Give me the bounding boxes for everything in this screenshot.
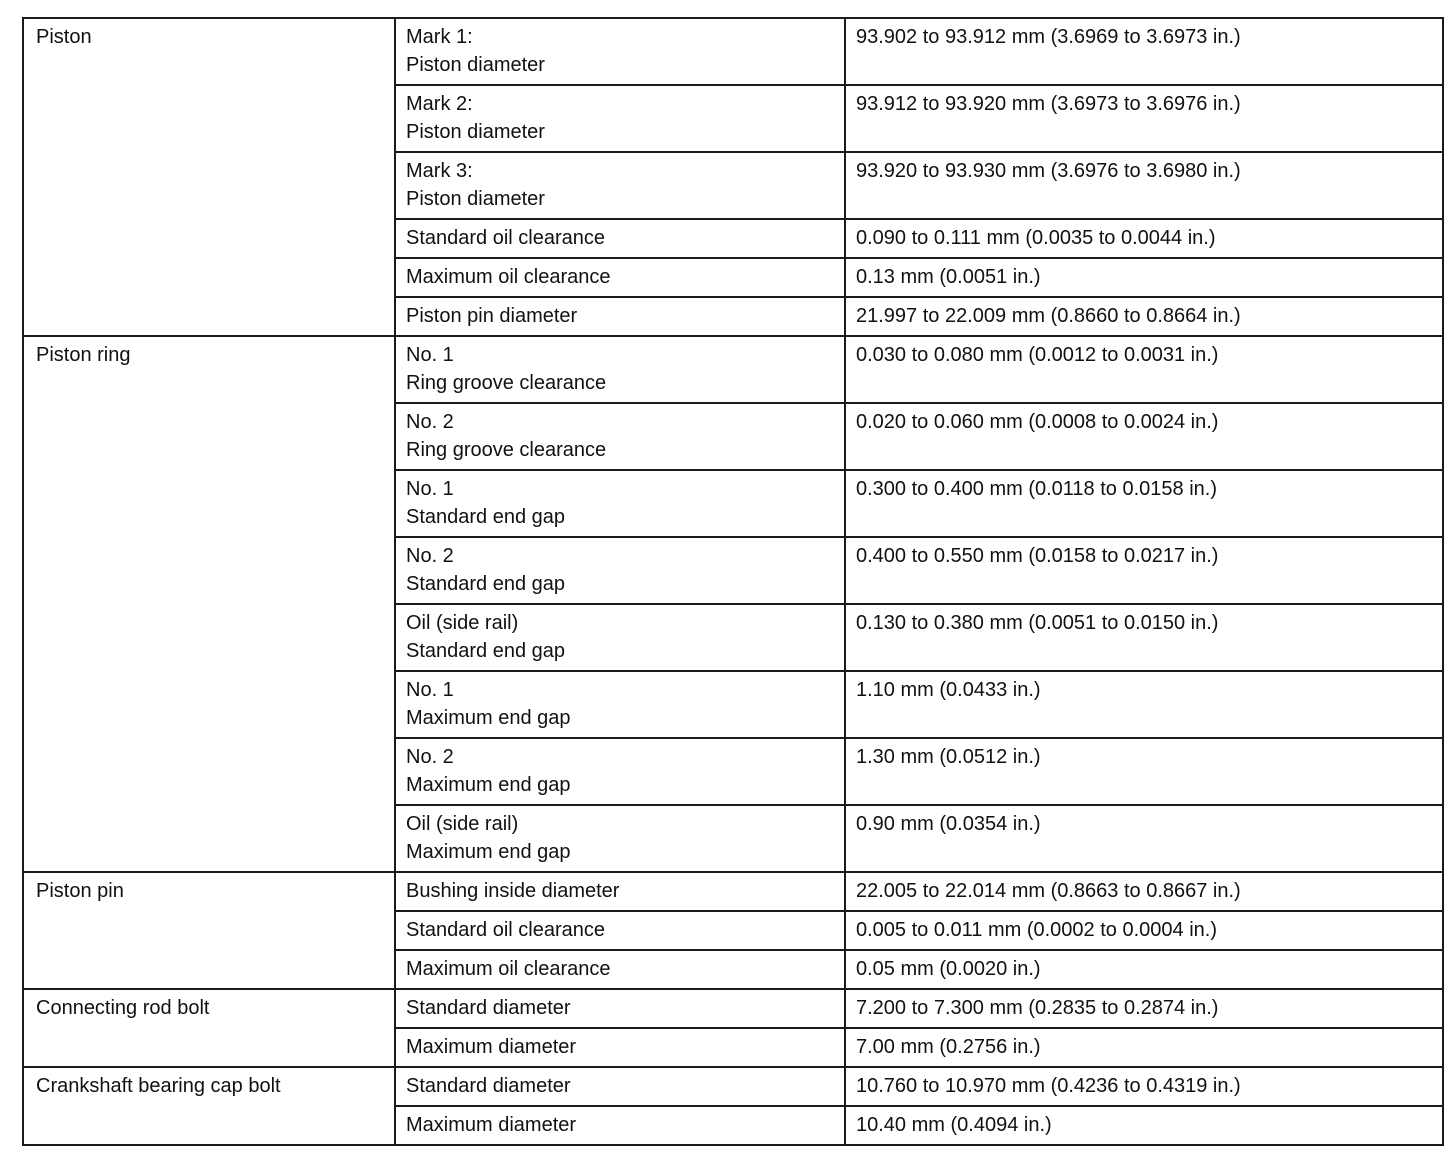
item-label-line: Standard end gap xyxy=(406,573,566,595)
item-cell xyxy=(395,85,845,152)
item-cell xyxy=(395,1106,845,1145)
item-cell xyxy=(395,950,845,989)
item-label-line: Piston pin diameter xyxy=(406,305,578,327)
item-label-line: Mark 3: xyxy=(406,160,473,182)
spec-value-cell: 0.130 to 0.380 mm (0.0051 to 0.0150 in.) xyxy=(845,604,1443,671)
specification-table-body xyxy=(23,18,1443,1145)
spec-value-cell: 10.40 mm (0.4094 in.) xyxy=(845,1106,1443,1145)
item-cell xyxy=(395,805,845,872)
spec-value-cell: 93.912 to 93.920 mm (3.6973 to 3.6976 in.) xyxy=(845,85,1443,152)
item-label-line: Standard oil clearance xyxy=(406,227,606,249)
item-label-line: Ring groove clearance xyxy=(406,439,607,461)
item-label-line: Maximum diameter xyxy=(406,1114,577,1136)
item-cell xyxy=(395,671,845,738)
item-label-line: Piston diameter xyxy=(406,188,545,210)
spec-value-cell: 22.005 to 22.014 mm (0.8663 to 0.8667 in.) xyxy=(845,872,1443,911)
component-cell: Piston pin xyxy=(23,872,395,989)
item-label-line: Mark 1: xyxy=(406,26,473,48)
item-cell xyxy=(395,537,845,604)
spec-value-cell: 0.300 to 0.400 mm (0.0118 to 0.0158 in.) xyxy=(845,470,1443,537)
item-cell xyxy=(395,470,845,537)
item-cell xyxy=(395,18,845,85)
table-row xyxy=(23,872,1443,911)
component-cell: Crankshaft bearing cap bolt xyxy=(23,1067,395,1145)
item-cell xyxy=(395,152,845,219)
item-label-line: No. 2 xyxy=(406,746,454,768)
item-cell xyxy=(395,297,845,336)
spec-value-cell: 10.760 to 10.970 mm (0.4236 to 0.4319 in.) xyxy=(845,1067,1443,1106)
item-label-line: Standard end gap xyxy=(406,640,566,662)
table-row xyxy=(23,18,1443,85)
item-cell xyxy=(395,604,845,671)
item-label-line: No. 1 xyxy=(406,344,454,366)
item-label-line: Mark 2: xyxy=(406,93,473,115)
item-label-line: No. 2 xyxy=(406,545,454,567)
item-label-line: No. 1 xyxy=(406,679,454,701)
spec-value-cell: 93.902 to 93.912 mm (3.6969 to 3.6973 in.) xyxy=(845,18,1443,85)
item-cell xyxy=(395,336,845,403)
item-cell xyxy=(395,219,845,258)
specification-table xyxy=(22,17,1444,1146)
item-label-line: Standard end gap xyxy=(406,506,566,528)
item-label-line: Standard oil clearance xyxy=(406,919,606,941)
spec-value-cell: 7.00 mm (0.2756 in.) xyxy=(845,1028,1443,1067)
item-label-line: Piston diameter xyxy=(406,121,545,143)
spec-value-cell: 0.05 mm (0.0020 in.) xyxy=(845,950,1443,989)
item-label-line: Piston diameter xyxy=(406,54,545,76)
spec-value-cell: 0.13 mm (0.0051 in.) xyxy=(845,258,1443,297)
item-label-line: Standard diameter xyxy=(406,1075,571,1097)
item-label-line: Oil (side rail) xyxy=(406,612,519,634)
item-label-line: Maximum oil clearance xyxy=(406,958,611,980)
item-label-line: Maximum oil clearance xyxy=(406,266,611,288)
item-label-line: Maximum diameter xyxy=(406,1036,577,1058)
spec-value-cell: 0.90 mm (0.0354 in.) xyxy=(845,805,1443,872)
item-label-line: Ring groove clearance xyxy=(406,372,607,394)
item-cell xyxy=(395,872,845,911)
item-label-line: Maximum end gap xyxy=(406,841,571,863)
item-label-line: No. 2 xyxy=(406,411,454,433)
spec-value-cell: 0.030 to 0.080 mm (0.0012 to 0.0031 in.) xyxy=(845,336,1443,403)
table-row xyxy=(23,336,1443,403)
spec-value-cell: 0.400 to 0.550 mm (0.0158 to 0.0217 in.) xyxy=(845,537,1443,604)
component-cell: Piston xyxy=(23,18,395,336)
spec-value-cell: 1.30 mm (0.0512 in.) xyxy=(845,738,1443,805)
spec-value-cell: 7.200 to 7.300 mm (0.2835 to 0.2874 in.) xyxy=(845,989,1443,1028)
item-label-line: Maximum end gap xyxy=(406,774,571,796)
component-cell: Piston ring xyxy=(23,336,395,872)
item-cell xyxy=(395,911,845,950)
item-cell xyxy=(395,258,845,297)
spec-value-cell: 21.997 to 22.009 mm (0.8660 to 0.8664 in.) xyxy=(845,297,1443,336)
table-row xyxy=(23,989,1443,1028)
item-cell xyxy=(395,738,845,805)
spec-value-cell: 0.005 to 0.011 mm (0.0002 to 0.0004 in.) xyxy=(845,911,1443,950)
item-label-line: Oil (side rail) xyxy=(406,813,519,835)
spec-value-cell: 1.10 mm (0.0433 in.) xyxy=(845,671,1443,738)
table-row xyxy=(23,1067,1443,1106)
spec-value-cell: 93.920 to 93.930 mm (3.6976 to 3.6980 in.) xyxy=(845,152,1443,219)
item-cell xyxy=(395,1067,845,1106)
item-label-line: Maximum end gap xyxy=(406,707,571,729)
item-cell xyxy=(395,1028,845,1067)
item-label-line: Standard diameter xyxy=(406,997,571,1019)
item-label-line: Bushing inside diameter xyxy=(406,880,620,902)
item-cell xyxy=(395,403,845,470)
spec-value-cell: 0.020 to 0.060 mm (0.0008 to 0.0024 in.) xyxy=(845,403,1443,470)
item-label-line: No. 1 xyxy=(406,478,454,500)
spec-value-cell: 0.090 to 0.111 mm (0.0035 to 0.0044 in.) xyxy=(845,219,1443,258)
item-cell xyxy=(395,989,845,1028)
component-cell: Connecting rod bolt xyxy=(23,989,395,1067)
